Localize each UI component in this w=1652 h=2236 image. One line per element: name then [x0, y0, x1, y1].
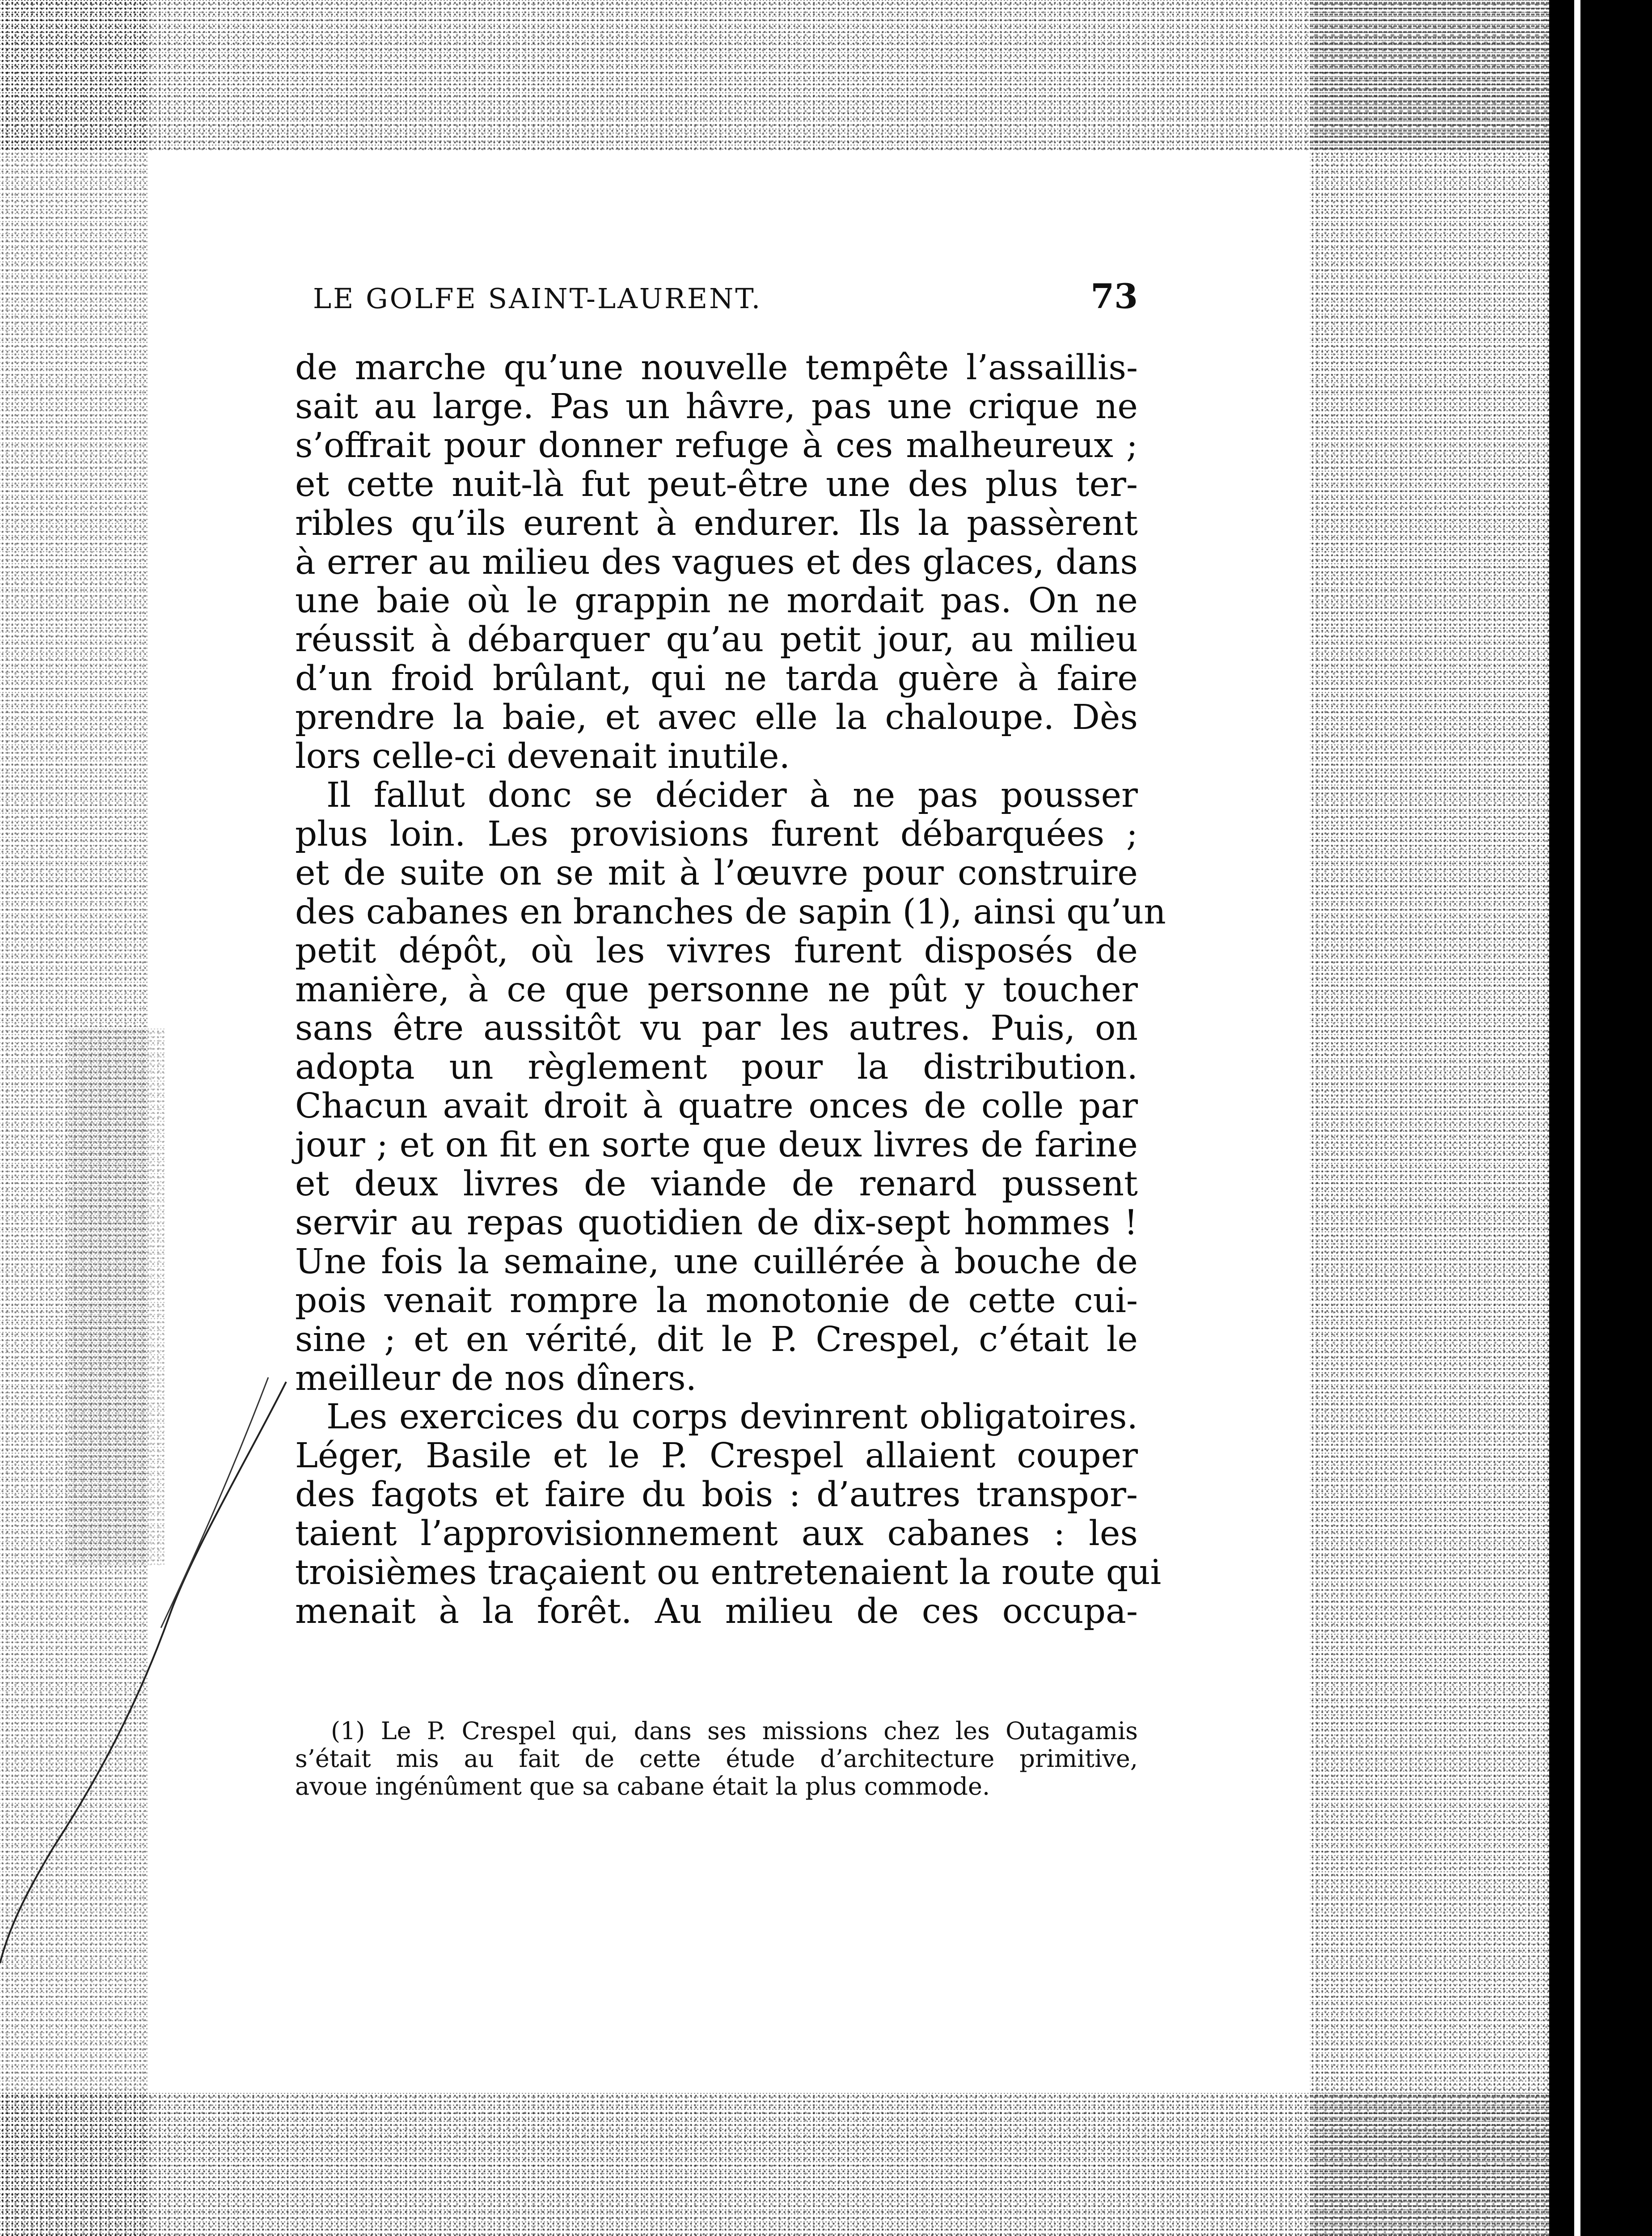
scan-border-right [1549, 0, 1652, 2236]
paragraph [295, 1397, 1162, 1631]
text-line: troisièmes traçaient ou entretenaient la route qui [295, 1553, 1162, 1593]
text-line: s’offrait pour donner refuge à ces malheureux ; [295, 425, 1138, 466]
text-line: taient l’approvisionnement aux cabanes : les [295, 1514, 1138, 1554]
running-header [313, 276, 1138, 316]
text-line: sine ; et en vérité, dit le P. Crespel, c’était le [295, 1319, 1138, 1359]
text-line: plus loin. Les provisions furent débarquées ; [295, 814, 1138, 854]
footnote-line: (1) Le P. Crespel qui, dans ses missions chez les Outagamis [331, 1717, 1138, 1745]
text-line: Léger, Basile et le P. Crespel allaient couper [295, 1436, 1138, 1476]
text-line: lors celle-ci devenait inutile. [295, 737, 790, 777]
text-line: des cabanes en branches de sapin (1), ainsi qu’un [295, 892, 1166, 932]
paragraph [295, 775, 1166, 1398]
text-line: prendre la baie, et avec elle la chaloupe. Dès [295, 698, 1138, 738]
text-line: et cette nuit-là fut peut-être une des plus ter- [295, 464, 1138, 504]
text-line: Il fallut donc se décider à ne pas pousser [326, 775, 1138, 815]
running-head-title: LE GOLFE SAINT-LAURENT. [313, 282, 762, 315]
text-line: petit dépôt, où les vivres furent disposés de [295, 931, 1138, 971]
text-line: ribles qu’ils eurent à endurer. Ils la passèrent [295, 503, 1138, 543]
text-line: manière, à ce que personne ne pût y toucher [295, 970, 1138, 1010]
text-line: sans être aussitôt vu par les autres. Puis, on [295, 1008, 1138, 1049]
text-line: et de suite on se mit à l’œuvre pour construire [295, 853, 1138, 893]
text-line: des fagots et faire du bois : d’autres transpor- [295, 1475, 1138, 1515]
text-line: sait au large. Pas un hâvre, pas une crique ne [295, 386, 1138, 427]
footnote-line: avoue ingénûment que sa cabane était la plus commode. [295, 1772, 990, 1800]
text-line: Une fois la semaine, une cuillérée à bouche de [295, 1241, 1138, 1282]
paragraph [295, 349, 1138, 776]
text-line: adopta un règlement pour la distribution. [295, 1047, 1138, 1088]
footnote [295, 1717, 1138, 1800]
margin-curve-mark-2 [161, 1377, 268, 1628]
text-line: à errer au milieu des vagues et des glaces, dans [295, 542, 1138, 582]
page-number: 73 [1090, 276, 1138, 316]
text-line: jour ; et on fit en sorte que deux livres de farine [295, 1125, 1138, 1165]
margin-curve-mark [0, 1382, 286, 1963]
text-line: de marche qu’une nouvelle tempête l’assaillis- [295, 348, 1138, 388]
text-line: Chacun avait droit à quatre onces de colle par [295, 1086, 1138, 1126]
margin-pencil-marks [0, 1364, 313, 1990]
footnote-line: s’était mis au fait de cette étude d’architecture primitive, [295, 1745, 1138, 1773]
text-line: servir au repas quotidien de dix-sept hommes ! [295, 1203, 1138, 1243]
text-line: réussit à débarquer qu’au petit jour, au milieu [295, 620, 1138, 660]
text-line: et deux livres de viande de renard pussent [295, 1164, 1138, 1204]
scan-border-line [1574, 0, 1580, 2236]
text-line: une baie où le grappin ne mordait pas. On ne [295, 581, 1138, 621]
body-text [295, 348, 1166, 1631]
text-line: meilleur de nos dîners. [295, 1358, 697, 1398]
text-line: Les exercices du corps devinrent obligatoires. [326, 1397, 1138, 1437]
text-line: d’un froid brûlant, qui ne tarda guère à faire [295, 659, 1138, 699]
text-line: menait à la forêt. Au milieu de ces occupa- [295, 1592, 1138, 1631]
text-line: pois venait rompre la monotonie de cette cui- [295, 1280, 1138, 1321]
